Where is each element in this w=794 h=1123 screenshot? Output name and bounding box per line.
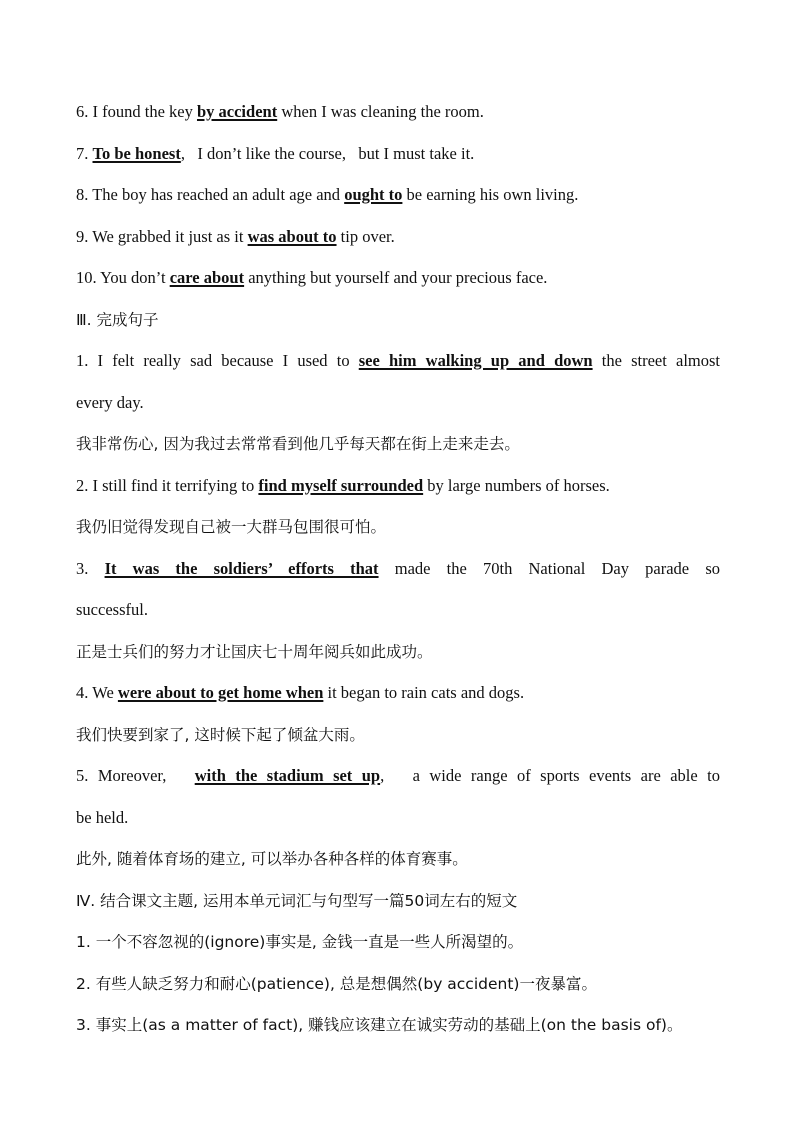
exercise-line: 3. It was the soldiers’ efforts that made the 70th National Day parade so xyxy=(76,558,720,578)
exercise-line-continued: be held. xyxy=(76,807,129,827)
section-heading: Ⅳ. 结合课文主题, 运用本单元词汇与句型写一篇50词左右的短文 xyxy=(76,891,518,910)
answer: find myself surrounded xyxy=(258,475,424,495)
answer: were about to get home when xyxy=(117,683,324,702)
writing-prompt: 2. 有些人缺乏努力和耐心(patience), 总是想偶然(by accident)一夜暴富。 xyxy=(76,974,597,993)
exercise-line: 9. We grabbed it just as it was about to tip over. xyxy=(76,226,395,246)
answer: was about to xyxy=(247,226,337,246)
answer: To be honest xyxy=(92,143,181,163)
section-heading: Ⅲ. 完成句子 xyxy=(76,310,159,329)
translation: 我非常伤心, 因为我过去常常看到他几乎每天都在街上走来走去。 xyxy=(76,435,520,453)
translation: 我们快要到家了, 这时候下起了倾盆大雨。 xyxy=(76,725,365,744)
exercise-line: 4. We were about to get home when it began to rain cats and dogs. xyxy=(76,683,525,702)
exercise-line: 10. You don’t care about anything but yourself and your precious face. xyxy=(76,268,548,287)
answer: see him walking up and down xyxy=(358,351,593,370)
exercise-line-continued: every day. xyxy=(76,392,144,412)
translation: 此外, 随着体育场的建立, 可以举办各种各样的体育赛事。 xyxy=(76,850,468,868)
document-body xyxy=(76,102,720,1057)
answer: by accident xyxy=(196,102,278,121)
exercise-line: 1. I felt really sad because I used to see him walking up and down the street almost xyxy=(76,351,720,370)
writing-prompt: 1. 一个不容忽视的(ignore)事实是, 金钱一直是一些人所渴望的。 xyxy=(76,933,524,951)
writing-prompt: 3. 事实上(as a matter of fact), 赚钱应该建立在诚实劳动的基础上(on the basis of)。 xyxy=(76,1016,683,1034)
translation: 我仍旧觉得发现自己被一大群马包围很可怕。 xyxy=(76,518,387,536)
translation: 正是士兵们的努力才让国庆七十周年阅兵如此成功。 xyxy=(76,642,433,661)
exercise-line: 8. The boy has reached an adult age and ought to be earning his own living. xyxy=(76,185,579,204)
exercise-line: 7. To be honest, I don’t like the course, but I must take it. xyxy=(76,143,475,163)
exercise-line: 6. I found the key by accident when I was cleaning the room. xyxy=(76,102,484,121)
answer: It was the soldiers’ efforts that xyxy=(104,558,379,578)
answer: ought to xyxy=(344,185,403,204)
answer: care about xyxy=(169,268,245,287)
exercise-line: 5. Moreover, with the stadium set up, a wide range of sports events are able to xyxy=(76,766,720,785)
exercise-line: 2. I still find it terrifying to find myself surrounded by large numbers of horses. xyxy=(76,475,610,495)
answer: with the stadium set up xyxy=(194,766,381,785)
exercise-line-continued: successful. xyxy=(76,600,148,619)
